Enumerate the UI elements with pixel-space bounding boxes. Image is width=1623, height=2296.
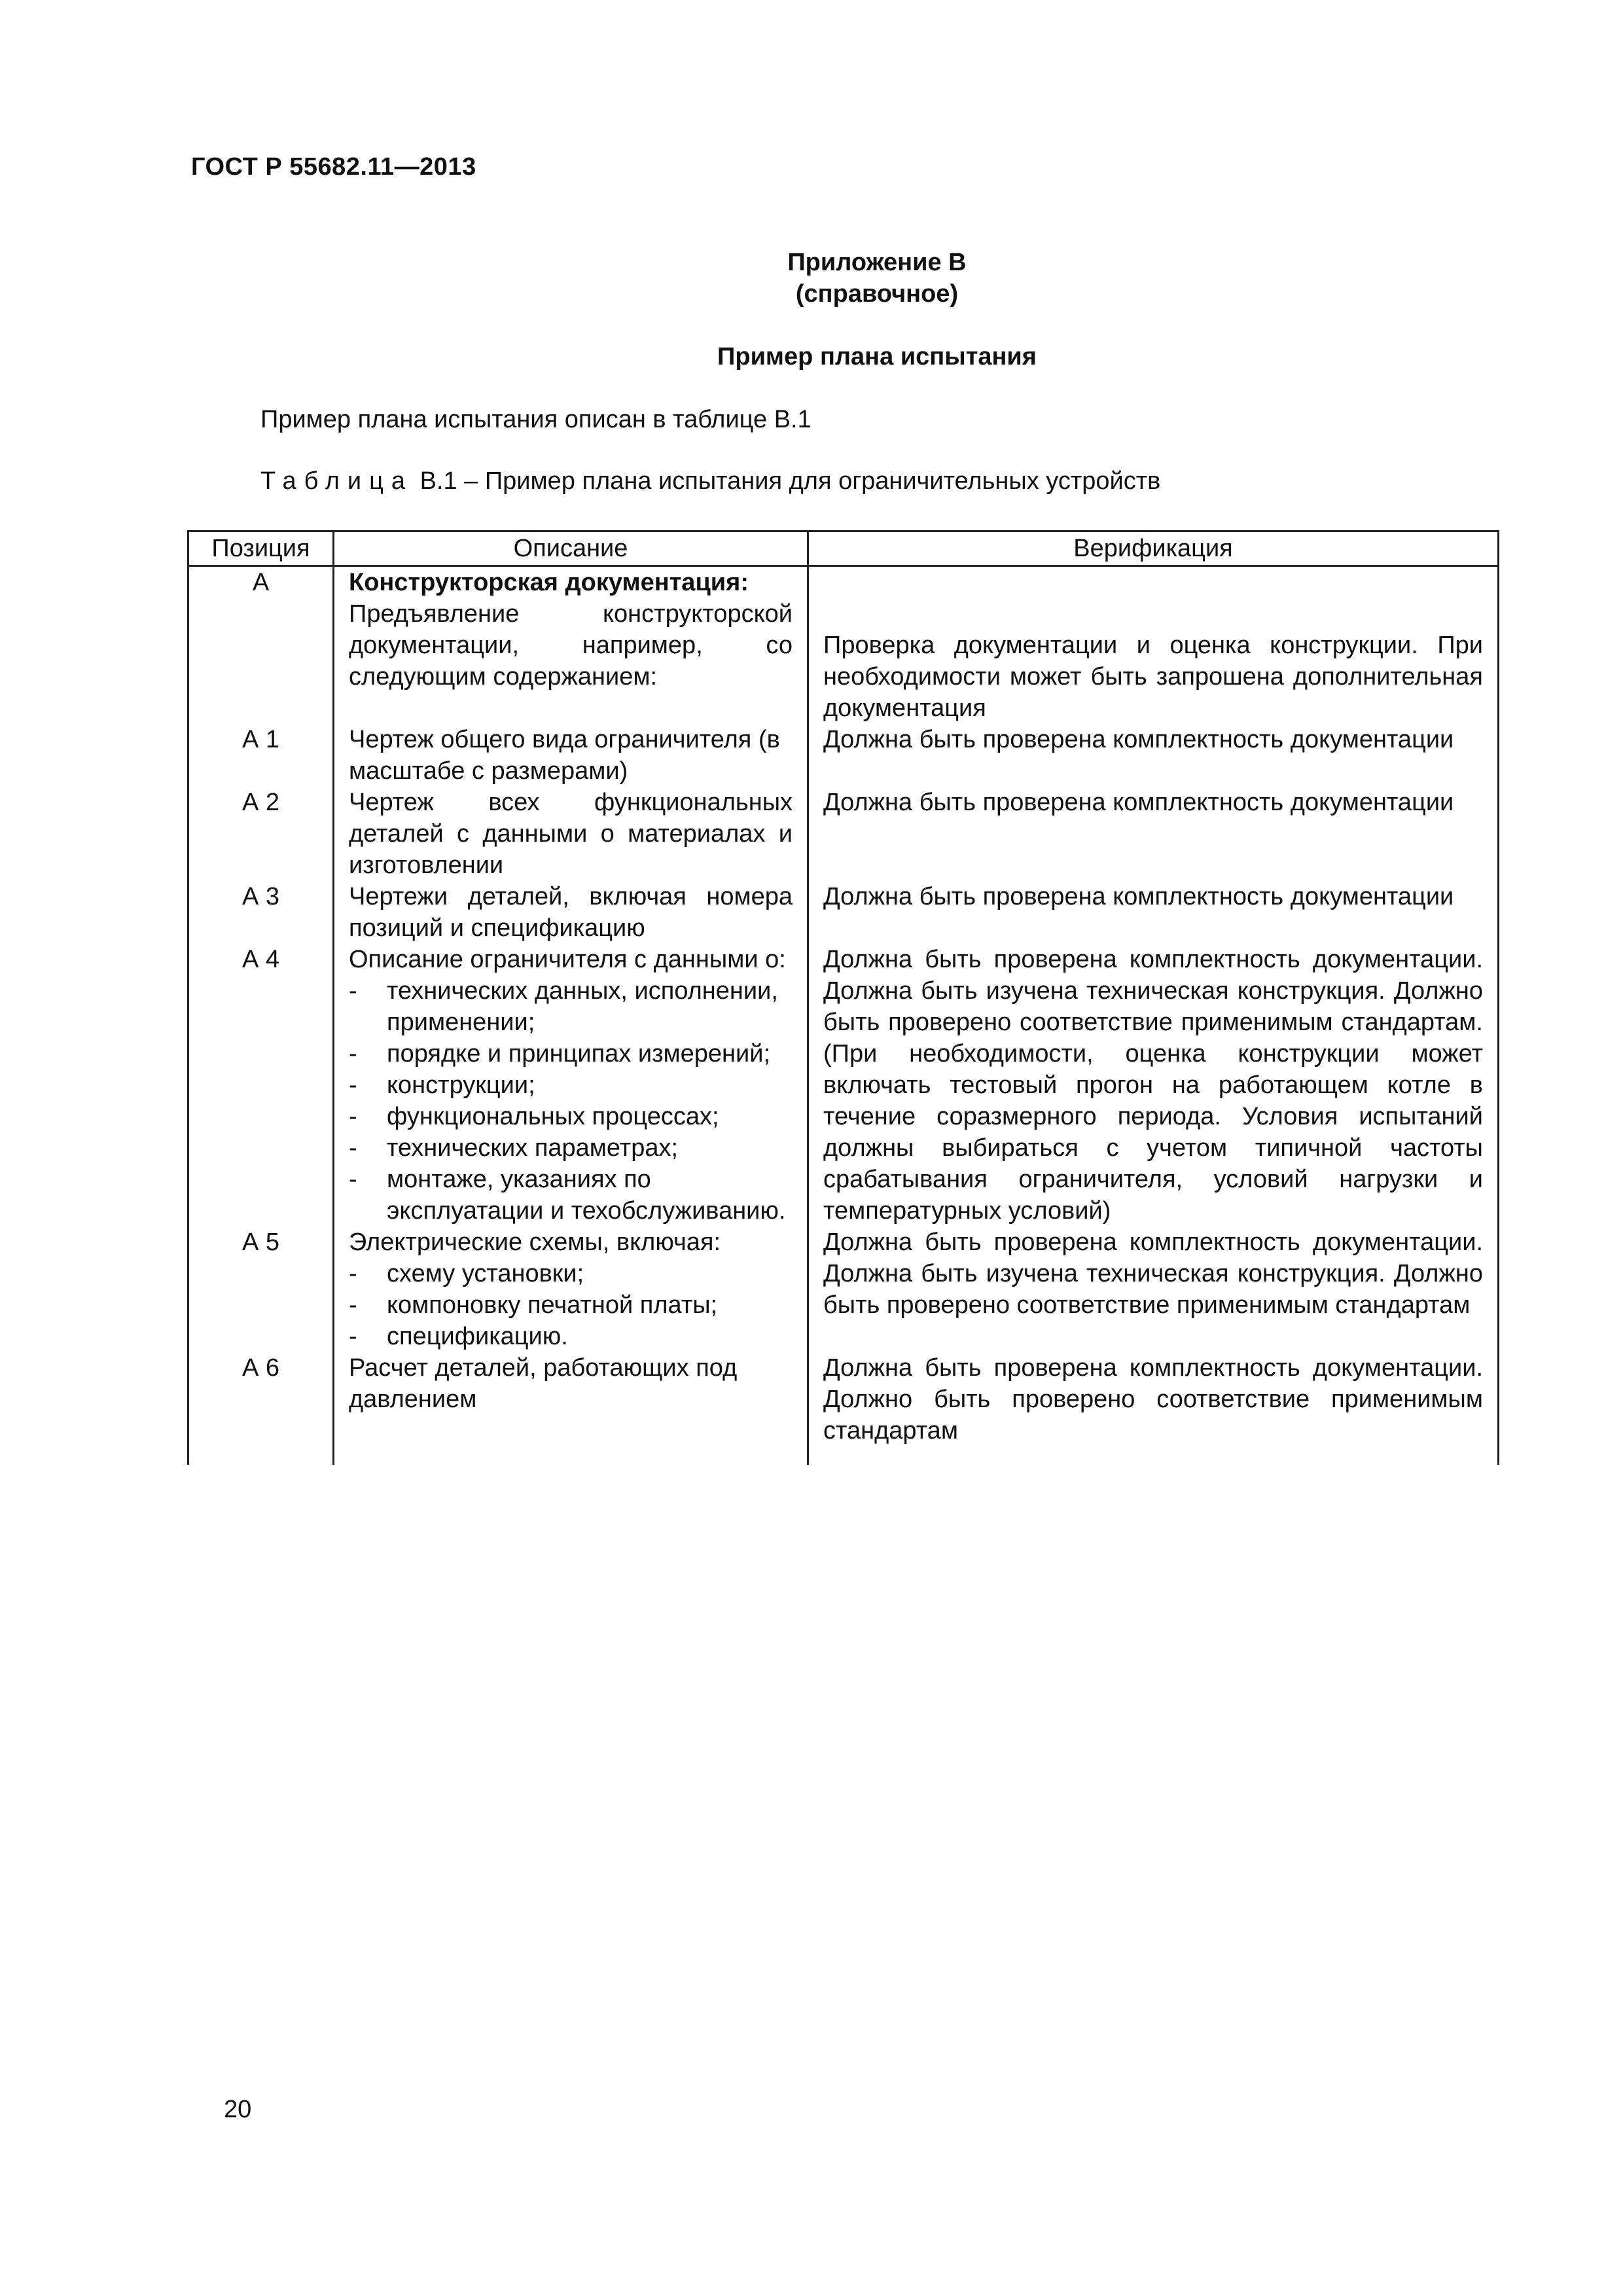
row-verification-text: Проверка документации и оценка конструкции. При необходимости может быть запрошена дополнительная документация bbox=[823, 632, 1483, 722]
list-item: - конструкции; bbox=[349, 1071, 535, 1099]
table-row bbox=[188, 724, 1499, 787]
table-row bbox=[188, 566, 1499, 725]
row-description-text: Описание ограничителя с данными о: bbox=[349, 946, 786, 973]
table-row bbox=[188, 1352, 1499, 1465]
spacer bbox=[823, 567, 1483, 598]
row-description: Чертеж общего вида ограничителя (в масштабе с размерами) bbox=[334, 724, 808, 787]
table-caption-label: Таблица bbox=[260, 467, 413, 495]
row-position: А 4 bbox=[188, 944, 334, 1227]
list-item-text: технических данных, исполнении, применении; bbox=[387, 977, 778, 1036]
table-header-row bbox=[188, 531, 1499, 566]
list-item-text: схему установки; bbox=[387, 1260, 584, 1287]
row-description-text: Электрические схемы, включая: bbox=[349, 1229, 721, 1256]
annex-title: Приложение В bbox=[787, 249, 967, 276]
row-verification bbox=[808, 566, 1499, 725]
header-verification: Верификация bbox=[808, 531, 1499, 566]
header-description: Описание bbox=[334, 531, 808, 566]
annex-kind: (справочное) bbox=[795, 280, 959, 308]
row-verification: Должна быть проверена комплектность документации. Должно быть проверено соответствие применимым стандартам bbox=[808, 1352, 1499, 1465]
row-position: А 5 bbox=[188, 1227, 334, 1352]
row-verification: Должна быть проверена комплектность документации bbox=[808, 724, 1499, 787]
page-number: 20 bbox=[224, 2096, 252, 2123]
row-description-text: Предъявление конструкторской документации, например, со следующим содержанием: bbox=[349, 600, 793, 691]
doc-code: ГОСТ Р 55682.11—2013 bbox=[191, 153, 476, 181]
list-item: - монтаже, указаниях по эксплуатации и техобслуживанию. bbox=[349, 1166, 786, 1225]
list-item: - функциональных процессах; bbox=[349, 1103, 719, 1130]
list-item: - технических данных, исполнении, применении; bbox=[349, 977, 778, 1036]
row-verification: Должна быть проверена комплектность документации bbox=[808, 787, 1499, 881]
list-item: - компоновку печатной платы; bbox=[349, 1291, 718, 1319]
row-verification: Должна быть проверена комплектность документации. Должна быть изучена техническая конструкция. Должно быть проверено соответствие применимым стандартам. (При необходимости, оценка конструкции может включать тестовый прогон на работающем котле в течение соразмерного периода. Условия испытаний должны выбираться с учетом типичной частоты срабатывания ограничителя, условий нагрузки и температурных условий) bbox=[808, 944, 1499, 1227]
table-caption-text: В.1 – Пример плана испытания для ограничительных устройств bbox=[419, 467, 1161, 495]
row-description-title: Конструкторская документация: bbox=[349, 569, 749, 596]
table-row bbox=[188, 881, 1499, 944]
row-description bbox=[334, 1227, 808, 1352]
list-item-text: монтаже, указаниях по эксплуатации и техобслуживанию. bbox=[387, 1166, 786, 1225]
row-position: А bbox=[188, 566, 334, 725]
row-position: А 1 bbox=[188, 724, 334, 787]
row-verification: Должна быть проверена комплектность документации. Должна быть изучена техническая конструкция. Должно быть проверено соответствие применимым стандартам bbox=[808, 1227, 1499, 1352]
list-item: - порядке и принципах измерений; bbox=[349, 1040, 771, 1067]
row-position: А 2 bbox=[188, 787, 334, 881]
table-row bbox=[188, 1227, 1499, 1352]
table-caption bbox=[260, 467, 1160, 495]
test-plan-table bbox=[187, 530, 1499, 1465]
row-description: Чертежи деталей, включая номера позиций и спецификацию bbox=[334, 881, 808, 944]
spacer bbox=[823, 598, 1483, 630]
annex-name: Пример плана испытания bbox=[717, 343, 1037, 370]
list-item-text: технических параметрах; bbox=[387, 1134, 679, 1162]
table-row bbox=[188, 944, 1499, 1227]
list-item-text: функциональных процессах; bbox=[387, 1103, 719, 1130]
row-description: Чертеж всех функциональных деталей с данными о материалах и изготовлении bbox=[334, 787, 808, 881]
intro-paragraph: Пример плана испытания описан в таблице В.1 bbox=[260, 406, 812, 433]
row-description bbox=[334, 944, 808, 1227]
list-item: - спецификацию. bbox=[349, 1323, 568, 1350]
table-row bbox=[188, 787, 1499, 881]
list-item-text: спецификацию. bbox=[387, 1323, 568, 1350]
row-verification: Должна быть проверена комплектность документации bbox=[808, 881, 1499, 944]
list-item: - схему установки; bbox=[349, 1260, 584, 1287]
row-description: Расчет деталей, работающих под давлением bbox=[334, 1352, 808, 1465]
row-position: А 6 bbox=[188, 1352, 334, 1465]
row-position: А 3 bbox=[188, 881, 334, 944]
row-description bbox=[334, 566, 808, 725]
test-plan-table-wrapper bbox=[187, 530, 1497, 1465]
list-item-text: порядке и принципах измерений; bbox=[387, 1040, 771, 1067]
header-position: Позиция bbox=[188, 531, 334, 566]
list-item-text: компоновку печатной платы; bbox=[387, 1291, 718, 1319]
list-item: - технических параметрах; bbox=[349, 1134, 679, 1162]
list-item-text: конструкции; bbox=[387, 1071, 535, 1099]
